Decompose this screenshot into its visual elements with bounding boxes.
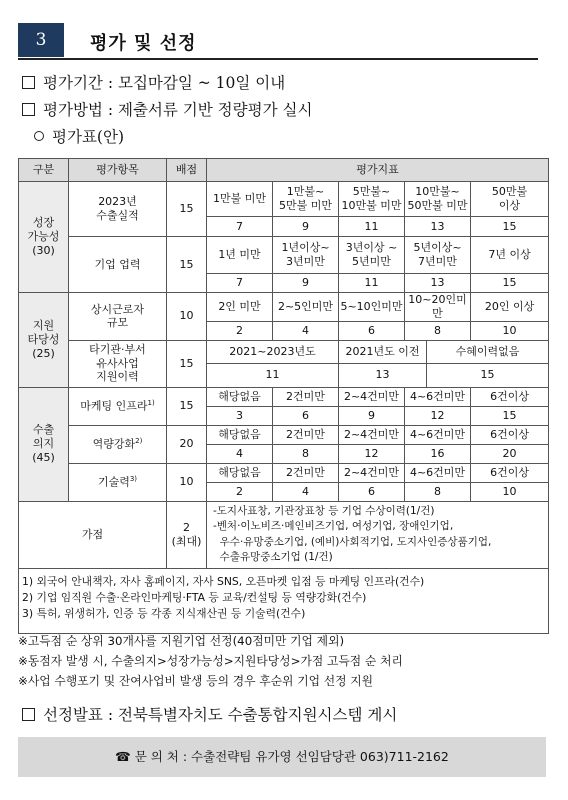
- item-workers: 상시근로자 규모: [69, 293, 167, 341]
- label-cell: 2건미만: [273, 463, 339, 482]
- group-fit: 지원 타당성 (25): [19, 293, 69, 388]
- circle-bullet-icon: [34, 131, 44, 141]
- score-history: 15: [167, 237, 207, 293]
- point-cell: 4: [273, 482, 339, 501]
- point-cell: 8: [405, 321, 471, 340]
- footnote-3: 3) 특허, 위생허가, 인증 등 각종 지식재산권 등 기술력(건수): [22, 607, 306, 620]
- point-cell: 7: [207, 274, 273, 293]
- label-cell: 4~6건미만: [405, 463, 471, 482]
- table-header-row: [19, 159, 549, 182]
- point-cell: 8: [273, 444, 339, 463]
- point-cell: 4: [207, 444, 273, 463]
- score-bonus: 2 (최대): [167, 501, 207, 568]
- point-cell: 2: [207, 321, 273, 340]
- label-cell: 2인 미만: [207, 293, 273, 322]
- bullet-period: [22, 71, 285, 93]
- item-tech-text: 기술력: [97, 475, 130, 489]
- score-workers: 10: [167, 293, 207, 341]
- bonus-line: -도지사표창, 기관장표창 등 기업 수상이력(1/건): [213, 505, 435, 518]
- point-cell: 13: [405, 274, 471, 293]
- label-cell: 1년이상~ 3년미만: [273, 237, 339, 274]
- label-cell: 2건미만: [273, 387, 339, 406]
- group-will: 수출 의지 (45): [19, 387, 69, 501]
- label-cell: 2~4건미만: [339, 425, 405, 444]
- table-title-text: 평가표(안): [52, 128, 124, 146]
- section-title: 평가 및 선정: [90, 33, 197, 54]
- label-cell: 6건이상: [471, 387, 549, 406]
- point-cell: 13: [405, 216, 471, 236]
- label-cell: 4~6건미만: [405, 387, 471, 406]
- period-text: 평가기간 : 모집마감일 ~ 10일 이내: [43, 74, 286, 92]
- bonus-line: -벤처·이노비즈·메인비즈기업, 여성기업, 장애인기업,: [213, 520, 454, 533]
- checkbox-square-icon: [22, 708, 35, 721]
- label-cell: 7년 이상: [471, 237, 549, 274]
- score-other-support: 15: [167, 340, 207, 387]
- item-history: 기업 업력: [69, 237, 167, 293]
- bonus-line: 우수·유망중소기업, (예비)사회적기업, 도지사인증상품기업,: [213, 535, 492, 548]
- point-cell: 9: [273, 274, 339, 293]
- point-cell: 6: [339, 482, 405, 501]
- item-capacity: [69, 425, 167, 463]
- note-2: ※동점자 발생 시, 수출의지>성장가능성>지원타당성>가점 고득점 순 처리: [18, 654, 403, 668]
- label-cell: 수혜이력없음: [427, 340, 549, 364]
- point-cell: 2: [207, 482, 273, 501]
- method-text: 평가방법 : 제출서류 기반 정량평가 실시: [43, 101, 313, 119]
- checkbox-square-icon: [22, 76, 35, 89]
- label-cell: 해당없음: [207, 425, 273, 444]
- point-cell: 15: [427, 364, 549, 388]
- bullet-announce: [22, 703, 397, 725]
- point-cell: 20: [471, 444, 549, 463]
- point-cell: 11: [339, 274, 405, 293]
- point-cell: 4: [273, 321, 339, 340]
- header-item: 평가항목: [69, 159, 167, 182]
- label-cell: 10만불~ 50만불 미만: [405, 182, 471, 217]
- announce-text: 선정발표 : 전북특별자치도 수출통합지원시스템 게시: [43, 706, 398, 724]
- label-cell: 1년 미만: [207, 237, 273, 274]
- label-cell: 1만불 미만: [207, 182, 273, 217]
- point-cell: 10: [471, 321, 549, 340]
- point-cell: 10: [471, 482, 549, 501]
- footnote-2: 2) 기업 임직원 수출·온라인마케팅·FTA 등 교육/컨설팅 등 역량강화(건수): [22, 591, 367, 604]
- group-growth: 성장 가능성 (30): [19, 182, 69, 293]
- score-capacity: 20: [167, 425, 207, 463]
- score-export: 15: [167, 182, 207, 237]
- label-cell: 2~4건미만: [339, 387, 405, 406]
- point-cell: 6: [339, 321, 405, 340]
- label-cell: 2건미만: [273, 425, 339, 444]
- label-cell: 5년이상~ 7년미만: [405, 237, 471, 274]
- label-cell: 해당없음: [207, 387, 273, 406]
- point-cell: 7: [207, 216, 273, 236]
- item-capacity-text: 역량강화: [92, 437, 136, 451]
- item-marketing: [69, 387, 167, 425]
- point-cell: 13: [339, 364, 427, 388]
- section-header: [18, 23, 538, 57]
- header-divider: [18, 58, 538, 60]
- evaluation-table: [18, 158, 549, 634]
- item-tech: [69, 463, 167, 501]
- label-cell: 1만불~ 5만불 미만: [273, 182, 339, 217]
- label-cell: 2~4건미만: [339, 463, 405, 482]
- label-cell: 2021년도 이전: [339, 340, 427, 364]
- label-cell: 2~5인미만: [273, 293, 339, 322]
- section-number: 3: [18, 23, 64, 57]
- item-bonus: 가점: [19, 501, 167, 568]
- item-other-support: 타기관·부서 유사사업 지원이력: [69, 340, 167, 387]
- label-cell: 10~20인미만: [405, 293, 471, 322]
- score-marketing: 15: [167, 387, 207, 425]
- label-cell: 2021~2023년도: [207, 340, 339, 364]
- label-cell: 50만불 이상: [471, 182, 549, 217]
- checkbox-square-icon: [22, 103, 35, 116]
- point-cell: 12: [339, 444, 405, 463]
- bonus-description: [207, 501, 549, 568]
- point-cell: 9: [273, 216, 339, 236]
- footnote-marker: 1): [147, 398, 155, 407]
- label-cell: 5만불~ 10만불 미만: [339, 182, 405, 217]
- point-cell: 9: [339, 406, 405, 425]
- item-marketing-text: 마케팅 인프라: [80, 399, 148, 413]
- point-cell: 11: [207, 364, 339, 388]
- point-cell: 15: [471, 274, 549, 293]
- bonus-line: 수출유망중소기업 (1/건): [213, 550, 333, 563]
- score-tech: 10: [167, 463, 207, 501]
- header-score: 배점: [167, 159, 207, 182]
- note-1: ※고득점 순 상위 30개사를 지원기업 선정(40점미만 기업 제외): [18, 634, 345, 648]
- point-cell: 11: [339, 216, 405, 236]
- item-export: 2023년 수출실적: [69, 182, 167, 237]
- label-cell: 4~6건미만: [405, 425, 471, 444]
- point-cell: 15: [471, 406, 549, 425]
- label-cell: 3년이상 ~ 5년미만: [339, 237, 405, 274]
- footnote-marker: 2): [135, 436, 143, 445]
- bullet-table-title: [34, 125, 124, 147]
- point-cell: 3: [207, 406, 273, 425]
- note-3: ※사업 수행포기 및 잔여사업비 발생 등의 경우 후순위 기업 선정 지원: [18, 674, 374, 688]
- header-indicators: 평가지표: [207, 159, 549, 182]
- point-cell: 6: [273, 406, 339, 425]
- contact-banner: ☎ 문 의 처 : 수출전략팀 유가영 선임담당관 063)711-2162: [18, 737, 546, 777]
- point-cell: 16: [405, 444, 471, 463]
- label-cell: 6건이상: [471, 425, 549, 444]
- label-cell: 해당없음: [207, 463, 273, 482]
- bullet-method: [22, 98, 312, 120]
- footnote-1: 1) 외국어 안내책자, 자사 홈페이지, 자사 SNS, 오픈마켓 입점 등 마케팅 인프라(건수): [22, 575, 425, 588]
- label-cell: 5~10인미만: [339, 293, 405, 322]
- point-cell: 8: [405, 482, 471, 501]
- header-category: 구분: [19, 159, 69, 182]
- label-cell: 6건이상: [471, 463, 549, 482]
- label-cell: 20인 이상: [471, 293, 549, 322]
- footnote-marker: 3): [129, 474, 138, 483]
- point-cell: 15: [471, 216, 549, 236]
- point-cell: 12: [405, 406, 471, 425]
